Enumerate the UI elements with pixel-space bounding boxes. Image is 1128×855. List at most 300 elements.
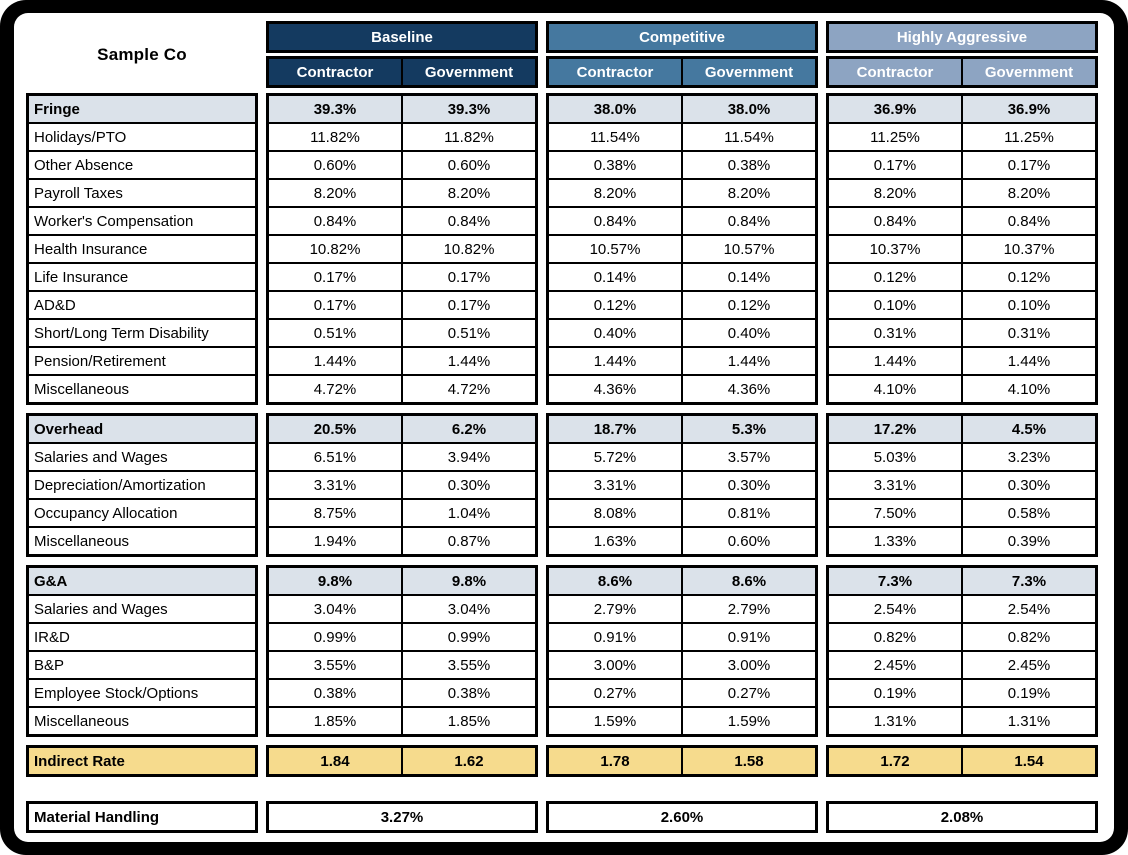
total-cell: 39.3% [402, 95, 537, 124]
data-row [828, 651, 1097, 679]
group-subheader-row [548, 58, 817, 87]
data-row [548, 263, 817, 291]
data-row [548, 207, 817, 235]
value-cell: 0.14% [548, 263, 683, 291]
value-cell: 0.31% [962, 319, 1097, 347]
section-fringe-labels [26, 93, 258, 405]
label-row [28, 415, 257, 444]
value-cell: 0.91% [682, 623, 817, 651]
column-header-competitive-government: Government [682, 58, 817, 87]
value-cell: 0.12% [828, 263, 963, 291]
value-cell: 8.20% [268, 179, 403, 207]
section-overhead-group-highly-aggressive [826, 413, 1098, 557]
value-cell: 0.38% [682, 151, 817, 179]
section-g-a-labels [26, 565, 258, 737]
data-row [548, 595, 817, 623]
group-column-competitive [546, 21, 818, 88]
indirect-rate-cell: 1.78 [548, 747, 683, 776]
value-cell: 11.82% [402, 123, 537, 151]
group-column-highly-aggressive [826, 21, 1098, 88]
data-row [548, 375, 817, 404]
group-subheader-row [268, 58, 537, 87]
material-handling-row [26, 801, 1102, 833]
label-row [28, 347, 257, 375]
data-row [548, 347, 817, 375]
label-row [28, 527, 257, 556]
group-band-row [268, 23, 537, 52]
value-cell: 0.19% [962, 679, 1097, 707]
data-row [268, 123, 537, 151]
value-cell: 8.08% [548, 499, 683, 527]
label-row [28, 263, 257, 291]
value-cell: 10.57% [548, 235, 683, 263]
value-cell: 11.54% [682, 123, 817, 151]
data-row [828, 527, 1097, 556]
value-cell: 3.04% [268, 595, 403, 623]
data-row [828, 123, 1097, 151]
value-cell: 1.85% [268, 707, 403, 736]
total-cell: 36.9% [962, 95, 1097, 124]
label-row [28, 443, 257, 471]
section-name-g-a: G&A [28, 567, 257, 596]
value-cell: 0.30% [682, 471, 817, 499]
data-row [828, 471, 1097, 499]
value-cell: 0.27% [548, 679, 683, 707]
value-cell: 0.58% [962, 499, 1097, 527]
data-row [268, 263, 537, 291]
section-total-row [268, 95, 537, 124]
data-row [828, 375, 1097, 404]
total-cell: 9.8% [268, 567, 403, 596]
value-cell: 0.12% [682, 291, 817, 319]
section-g-a [26, 565, 1102, 737]
column-header-highly-aggressive-government: Government [962, 58, 1097, 87]
data-row [268, 375, 537, 404]
value-cell: 4.72% [268, 375, 403, 404]
value-cell: 11.54% [548, 123, 683, 151]
value-cell: 3.31% [268, 471, 403, 499]
material-handling-cell: 3.27% [268, 803, 537, 832]
rate-sections [26, 93, 1102, 737]
group-subheader-highly-aggressive [826, 56, 1098, 88]
indirect-rate-label: Indirect Rate [28, 747, 257, 776]
label-row [28, 595, 257, 623]
material-handling-row-group-baseline [266, 801, 538, 833]
value-cell: 0.51% [402, 319, 537, 347]
row-label-salaries-and-wages: Salaries and Wages [28, 595, 257, 623]
data-row [268, 347, 537, 375]
column-header-baseline-contractor: Contractor [268, 58, 403, 87]
value-cell: 8.20% [962, 179, 1097, 207]
data-row [548, 319, 817, 347]
indirect-rate-cell: 1.84 [268, 747, 403, 776]
value-cell: 11.25% [828, 123, 963, 151]
indirect-rate-cell: 1.54 [962, 747, 1097, 776]
data-row [828, 679, 1097, 707]
label-row [28, 679, 257, 707]
value-cell: 4.10% [962, 375, 1097, 404]
value-cell: 0.91% [548, 623, 683, 651]
section-overhead-labels [26, 413, 258, 557]
row-label-holidays-pto: Holidays/PTO [28, 123, 257, 151]
column-header-competitive-contractor: Contractor [548, 58, 683, 87]
data-row [828, 151, 1097, 179]
value-cell: 8.20% [828, 179, 963, 207]
value-cell: 11.82% [268, 123, 403, 151]
value-cell: 10.82% [402, 235, 537, 263]
value-cell: 0.17% [268, 291, 403, 319]
section-g-a-group-baseline [266, 565, 538, 737]
section-overhead-group-competitive [546, 413, 818, 557]
data-row [268, 499, 537, 527]
data-row [268, 319, 537, 347]
group-subheader-baseline [266, 56, 538, 88]
data-row [828, 319, 1097, 347]
section-g-a-group-competitive [546, 565, 818, 737]
value-cell: 1.44% [962, 347, 1097, 375]
value-cell: 0.84% [962, 207, 1097, 235]
value-cell: 3.57% [682, 443, 817, 471]
row-label-short-long-term-disability: Short/Long Term Disability [28, 319, 257, 347]
value-cell: 3.55% [402, 651, 537, 679]
group-subheader-row [828, 58, 1097, 87]
label-row [28, 747, 257, 776]
value-cell: 1.31% [962, 707, 1097, 736]
row-label-health-insurance: Health Insurance [28, 235, 257, 263]
value-cell: 1.31% [828, 707, 963, 736]
column-header-baseline-government: Government [402, 58, 537, 87]
value-cell: 0.82% [828, 623, 963, 651]
company-title: Sample Co [97, 44, 187, 64]
scenario-group-headers [266, 21, 1098, 88]
data-row [268, 235, 537, 263]
data-row [548, 527, 817, 556]
value-cell: 3.31% [548, 471, 683, 499]
value-cell: 1.85% [402, 707, 537, 736]
label-row [28, 123, 257, 151]
value-cell: 4.10% [828, 375, 963, 404]
value-cell: 8.20% [548, 179, 683, 207]
value-cell: 1.33% [828, 527, 963, 556]
group-band-baseline [266, 21, 538, 53]
value-cell: 4.36% [682, 375, 817, 404]
label-row [28, 651, 257, 679]
value-cell: 0.38% [268, 679, 403, 707]
data-row [548, 123, 817, 151]
group-column-baseline [266, 21, 538, 88]
value-cell: 1.04% [402, 499, 537, 527]
value-cell: 0.17% [962, 151, 1097, 179]
data-row [828, 179, 1097, 207]
total-cell: 7.3% [962, 567, 1097, 596]
value-cell: 11.25% [962, 123, 1097, 151]
value-cell: 1.44% [828, 347, 963, 375]
value-cell: 1.63% [548, 527, 683, 556]
data-row [548, 707, 817, 736]
value-cell: 0.12% [548, 291, 683, 319]
value-cell: 0.60% [402, 151, 537, 179]
label-row [28, 803, 257, 832]
value-cell: 0.99% [268, 623, 403, 651]
value-cell: 0.12% [962, 263, 1097, 291]
group-title-competitive: Competitive [548, 23, 817, 52]
row-label-miscellaneous: Miscellaneous [28, 375, 257, 404]
value-cell: 10.82% [268, 235, 403, 263]
value-cell: 0.14% [682, 263, 817, 291]
material-handling-cell: 2.08% [828, 803, 1097, 832]
label-row [28, 567, 257, 596]
value-cell: 5.03% [828, 443, 963, 471]
value-cell: 3.04% [402, 595, 537, 623]
rate-table-panel [14, 13, 1114, 842]
total-cell: 9.8% [402, 567, 537, 596]
value-cell: 1.44% [402, 347, 537, 375]
row-label-ad-d: AD&D [28, 291, 257, 319]
section-total-row [548, 95, 817, 124]
value-cell: 5.72% [548, 443, 683, 471]
data-row [268, 623, 537, 651]
value-cell: 1.44% [682, 347, 817, 375]
indirect-rate-cell: 1.58 [682, 747, 817, 776]
section-name-fringe: Fringe [28, 95, 257, 124]
data-row [268, 443, 537, 471]
row-label-occupancy-allocation: Occupancy Allocation [28, 499, 257, 527]
indirect-rate-row-labels [26, 745, 258, 777]
value-cell: 0.84% [828, 207, 963, 235]
data-row [828, 291, 1097, 319]
data-row [548, 471, 817, 499]
data-row [548, 291, 817, 319]
value-cell: 0.84% [402, 207, 537, 235]
total-cell: 18.7% [548, 415, 683, 444]
value-cell: 1.44% [548, 347, 683, 375]
value-cell: 3.94% [402, 443, 537, 471]
value-cell: 8.75% [268, 499, 403, 527]
section-g-a-group-highly-aggressive [826, 565, 1098, 737]
material-handling-values-row [828, 803, 1097, 832]
total-cell: 8.6% [548, 567, 683, 596]
row-label-other-absence: Other Absence [28, 151, 257, 179]
value-cell: 0.10% [962, 291, 1097, 319]
row-label-miscellaneous: Miscellaneous [28, 707, 257, 736]
data-row [268, 207, 537, 235]
value-cell: 0.84% [682, 207, 817, 235]
row-label-employee-stock-options: Employee Stock/Options [28, 679, 257, 707]
value-cell: 8.20% [402, 179, 537, 207]
total-cell: 39.3% [268, 95, 403, 124]
data-row [828, 347, 1097, 375]
data-row [268, 179, 537, 207]
value-cell: 1.59% [682, 707, 817, 736]
value-cell: 0.17% [402, 291, 537, 319]
data-row [548, 151, 817, 179]
label-row [28, 471, 257, 499]
value-cell: 1.94% [268, 527, 403, 556]
value-cell: 2.45% [962, 651, 1097, 679]
data-row [548, 235, 817, 263]
total-cell: 36.9% [828, 95, 963, 124]
data-row [828, 707, 1097, 736]
data-row [548, 499, 817, 527]
value-cell: 0.87% [402, 527, 537, 556]
data-row [268, 291, 537, 319]
data-row [828, 235, 1097, 263]
value-cell: 1.44% [268, 347, 403, 375]
value-cell: 3.23% [962, 443, 1097, 471]
value-cell: 0.84% [268, 207, 403, 235]
indirect-rate-row-group-baseline [266, 745, 538, 777]
label-row [28, 707, 257, 736]
material-handling-values-row [268, 803, 537, 832]
data-row [268, 595, 537, 623]
value-cell: 10.37% [962, 235, 1097, 263]
value-cell: 0.60% [268, 151, 403, 179]
material-handling-block [26, 801, 1102, 833]
section-fringe-group-highly-aggressive [826, 93, 1098, 405]
value-cell: 6.51% [268, 443, 403, 471]
section-fringe [26, 93, 1102, 405]
value-cell: 0.39% [962, 527, 1097, 556]
group-band-highly-aggressive [826, 21, 1098, 53]
section-total-row [268, 415, 537, 444]
data-row [828, 499, 1097, 527]
value-cell: 2.45% [828, 651, 963, 679]
indirect-rate-values-row [268, 747, 537, 776]
material-handling-label: Material Handling [28, 803, 257, 832]
value-cell: 0.30% [402, 471, 537, 499]
value-cell: 0.38% [402, 679, 537, 707]
section-overhead [26, 413, 1102, 557]
label-row [28, 95, 257, 124]
value-cell: 0.19% [828, 679, 963, 707]
group-title-highly-aggressive: Highly Aggressive [828, 23, 1097, 52]
value-cell: 3.55% [268, 651, 403, 679]
data-row [828, 623, 1097, 651]
value-cell: 0.81% [682, 499, 817, 527]
section-fringe-group-competitive [546, 93, 818, 405]
data-row [828, 263, 1097, 291]
row-label-pension-retirement: Pension/Retirement [28, 347, 257, 375]
value-cell: 0.30% [962, 471, 1097, 499]
indirect-rate-summary [26, 745, 1102, 777]
data-row [268, 707, 537, 736]
value-cell: 0.17% [828, 151, 963, 179]
data-row [268, 651, 537, 679]
value-cell: 0.40% [682, 319, 817, 347]
value-cell: 0.60% [682, 527, 817, 556]
label-row [28, 375, 257, 404]
value-cell: 2.54% [828, 595, 963, 623]
data-row [828, 443, 1097, 471]
row-label-ir-d: IR&D [28, 623, 257, 651]
value-cell: 0.27% [682, 679, 817, 707]
group-subheader-competitive [546, 56, 818, 88]
label-row [28, 623, 257, 651]
material-handling-cell: 2.60% [548, 803, 817, 832]
value-cell: 4.72% [402, 375, 537, 404]
total-cell: 38.0% [548, 95, 683, 124]
label-row [28, 151, 257, 179]
indirect-rate-row [26, 745, 1102, 777]
total-cell: 7.3% [828, 567, 963, 596]
row-label-worker-s-compensation: Worker's Compensation [28, 207, 257, 235]
section-total-row [268, 567, 537, 596]
section-name-overhead: Overhead [28, 415, 257, 444]
label-row [28, 499, 257, 527]
value-cell: 3.00% [682, 651, 817, 679]
label-row [28, 207, 257, 235]
section-overhead-group-baseline [266, 413, 538, 557]
value-cell: 0.10% [828, 291, 963, 319]
data-row [828, 595, 1097, 623]
column-header-highly-aggressive-contractor: Contractor [828, 58, 963, 87]
section-total-row [828, 95, 1097, 124]
material-handling-row-labels [26, 801, 258, 833]
value-cell: 0.82% [962, 623, 1097, 651]
section-total-row [828, 415, 1097, 444]
indirect-rate-cell: 1.62 [402, 747, 537, 776]
value-cell: 0.99% [402, 623, 537, 651]
value-cell: 2.79% [548, 595, 683, 623]
data-row [548, 651, 817, 679]
data-row [828, 207, 1097, 235]
indirect-rate-values-row [548, 747, 817, 776]
value-cell: 0.84% [548, 207, 683, 235]
total-cell: 4.5% [962, 415, 1097, 444]
indirect-rate-row-group-competitive [546, 745, 818, 777]
row-label-miscellaneous: Miscellaneous [28, 527, 257, 556]
data-row [268, 679, 537, 707]
value-cell: 3.31% [828, 471, 963, 499]
value-cell: 0.51% [268, 319, 403, 347]
row-label-depreciation-amortization: Depreciation/Amortization [28, 471, 257, 499]
value-cell: 10.37% [828, 235, 963, 263]
total-cell: 38.0% [682, 95, 817, 124]
label-row [28, 291, 257, 319]
row-label-life-insurance: Life Insurance [28, 263, 257, 291]
group-band-competitive [546, 21, 818, 53]
data-row [548, 623, 817, 651]
data-row [548, 179, 817, 207]
value-cell: 0.17% [402, 263, 537, 291]
group-title-baseline: Baseline [268, 23, 537, 52]
total-cell: 20.5% [268, 415, 403, 444]
label-row [28, 179, 257, 207]
group-band-row [548, 23, 817, 52]
row-label-salaries-and-wages: Salaries and Wages [28, 443, 257, 471]
value-cell: 2.54% [962, 595, 1097, 623]
total-cell: 6.2% [402, 415, 537, 444]
data-row [548, 679, 817, 707]
section-total-row [548, 567, 817, 596]
value-cell: 8.20% [682, 179, 817, 207]
value-cell: 0.40% [548, 319, 683, 347]
value-cell: 0.38% [548, 151, 683, 179]
total-cell: 17.2% [828, 415, 963, 444]
value-cell: 2.79% [682, 595, 817, 623]
value-cell: 7.50% [828, 499, 963, 527]
indirect-rate-cell: 1.72 [828, 747, 963, 776]
section-fringe-group-baseline [266, 93, 538, 405]
section-total-row [828, 567, 1097, 596]
label-row [28, 235, 257, 263]
total-cell: 8.6% [682, 567, 817, 596]
data-row [268, 151, 537, 179]
table-header-row [26, 21, 1102, 88]
indirect-rate-row-group-highly-aggressive [826, 745, 1098, 777]
section-total-row [548, 415, 817, 444]
value-cell: 1.59% [548, 707, 683, 736]
